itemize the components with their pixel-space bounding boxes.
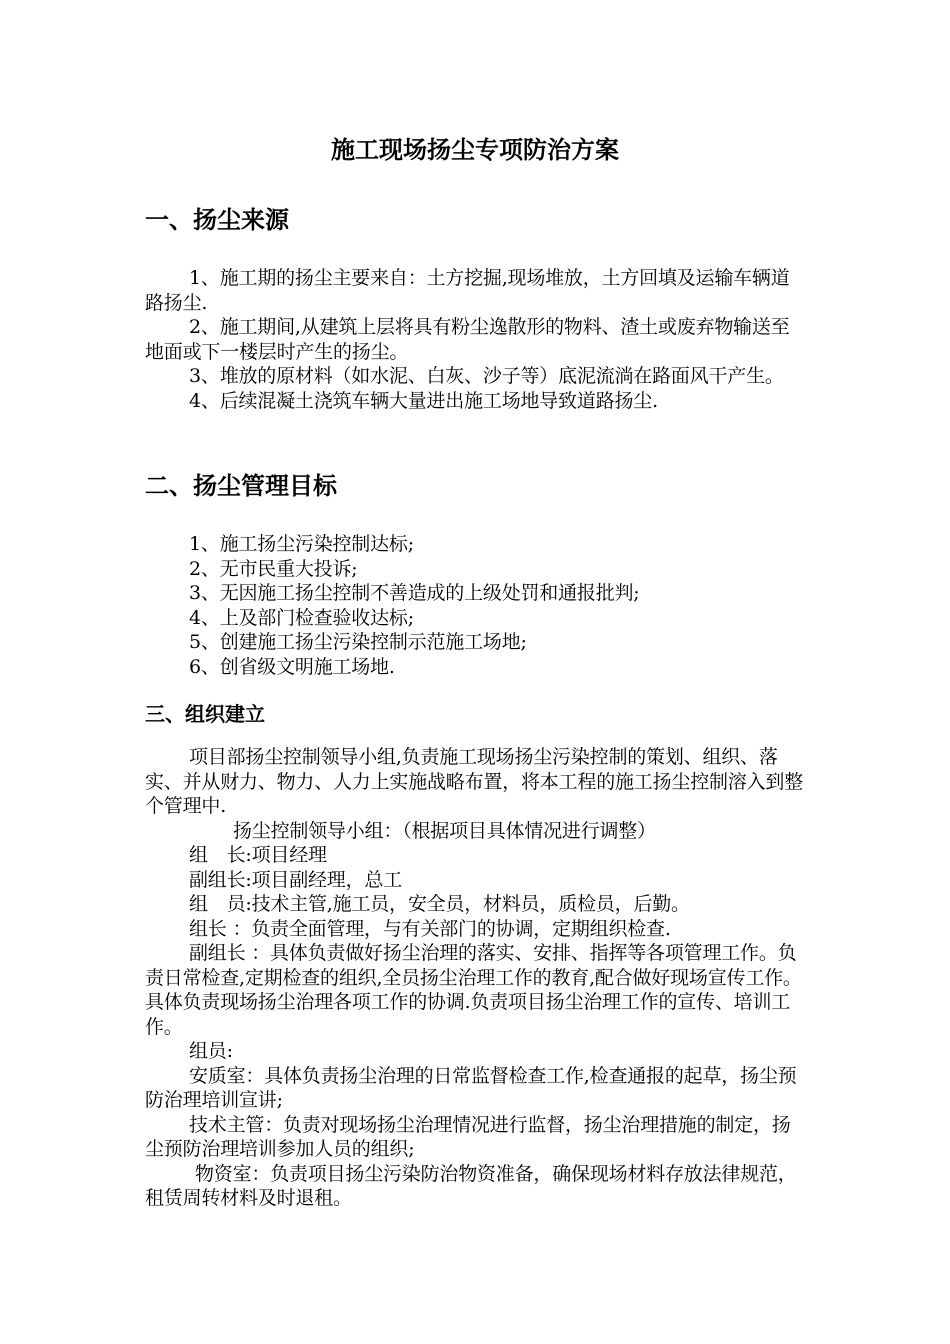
section-2-item: 4、上及部门检查验收达标; — [189, 606, 414, 629]
materials-office-duty: 物资室：负责项目扬尘污染防治物资准备，确保现场材料存放法律规范，租赁周转材料及时退租。 — [145, 1162, 797, 1209]
section-3-heading: 三、组织建立 — [145, 702, 265, 726]
section-1-item: 4、后续混凝土浇筑车辆大量进出施工场地导致道路扬尘. — [189, 389, 658, 412]
section-1-item: 1、施工期的扬尘主要来自：土方挖掘,现场堆放，土方回填及运输车辆道路扬尘. — [145, 267, 790, 314]
section-1-heading: 一、扬尘来源 — [145, 206, 289, 234]
group-leader: 组 长:项目经理 — [189, 844, 327, 866]
section-2-item: 2、无市民重大投诉; — [189, 557, 358, 580]
section-1-body — [145, 266, 807, 413]
tech-lead-duty: 技术主管：负责对现场扬尘治理情况进行监督，扬尘治理措施的制定，扬尘预防治理培训参加人员的组织; — [145, 1113, 791, 1160]
members-label: 组员: — [189, 1040, 233, 1062]
section-2-item: 6、创省级文明施工场地. — [189, 655, 395, 678]
section-2-item: 5、创建施工扬尘污染控制示范施工场地; — [189, 631, 527, 653]
document-title: 施工现场扬尘专项防治方案 — [331, 136, 619, 164]
leader-duty: 组长 ：负责全面管理，与有关部门的协调，定期组织检查. — [189, 917, 671, 940]
section-1-item: 3、堆放的原材料（如水泥、白灰、沙子等）底泥流淌在路面风干产生。 — [189, 365, 784, 387]
section-2-body — [145, 532, 807, 679]
section-2-item: 3、无因施工扬尘控制不善造成的上级处罚和通报批判; — [189, 582, 640, 604]
group-title: 扬尘控制领导小组：（根据项目具体情况进行调整） — [233, 819, 656, 842]
section-3-body — [145, 745, 807, 1211]
group-deputy: 副组长:项目副经理，总工 — [189, 868, 403, 891]
section-1-item: 2、施工期间,从建筑上层将具有粉尘逸散形的物料、渣土或废弃物输送至地面或下一楼层时产生的扬尘。 — [145, 316, 790, 363]
safety-office-duty: 安质室：具体负责扬尘治理的日常监督检查工作,检查通报的起草，扬尘预防治理培训宣讲; — [145, 1064, 797, 1111]
deputy-duty: 副组长 ：具体负责做好扬尘治理的落实、安排、指挥等各项管理工作。负责日常检查,定期检查的组织,全员扬尘治理工作的教育,配合做好现场宣传工作。具体负责现场扬尘治理各项工作的协调.负责项目扬尘治理工作的宣传、培训工作。 — [145, 942, 802, 1038]
section-2-item: 1、施工扬尘污染控制达标; — [189, 533, 414, 555]
group-members: 组 员:技术主管,施工员，安全员，材料员，质检员，后勤。 — [189, 893, 690, 915]
section-3-intro: 项目部扬尘控制领导小组,负责施工现场扬尘污染控制的策划、组织、落实、并从财力、物力、人力上实施战略布置，将本工程的施工扬尘控制溶入到整个管理中. — [145, 746, 804, 817]
section-2-heading: 二、扬尘管理目标 — [145, 472, 337, 500]
